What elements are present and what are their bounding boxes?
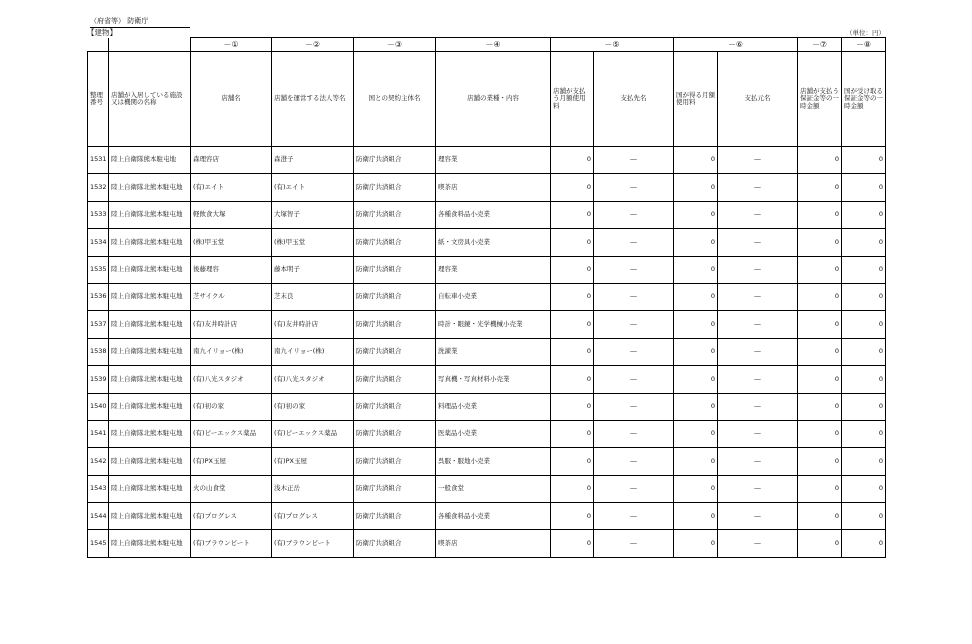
cell-store: 後藤理容	[191, 256, 272, 283]
cell-state-fee: 0	[674, 475, 718, 502]
cell-payer: ―	[718, 229, 798, 256]
header-row	[88, 52, 886, 147]
cell-business: 喫茶店	[436, 530, 551, 557]
store-table	[87, 37, 886, 558]
cell-state-fee: 0	[674, 420, 718, 447]
cell-id: 1542	[88, 448, 109, 475]
cell-business: 一般食堂	[436, 475, 551, 502]
cell-payer: ―	[718, 311, 798, 338]
table-row	[88, 448, 886, 475]
cell-deposit-received: 0	[842, 503, 886, 530]
col-number-6: －⑥	[674, 38, 798, 52]
cell-deposit-received: 0	[842, 393, 886, 420]
cell-store: (有)初の家	[191, 393, 272, 420]
cell-store: (有)八光スタジオ	[191, 366, 272, 393]
cell-deposit-received: 0	[842, 366, 886, 393]
cell-state-fee: 0	[674, 311, 718, 338]
cell-contract: 防衛庁共済組合	[354, 448, 436, 475]
cell-corp: 芝末良	[272, 283, 354, 310]
table-row	[88, 283, 886, 310]
cell-facility: 陸上自衛隊北熊本駐屯地	[109, 530, 191, 557]
cell-facility: 陸上自衛隊北熊本駐屯地	[109, 311, 191, 338]
cell-payee: ―	[594, 311, 674, 338]
cell-contract: 防衛庁共済組合	[354, 420, 436, 447]
cell-business: 理容業	[436, 256, 551, 283]
cell-monthly-fee: 0	[551, 366, 594, 393]
cell-corp: (有)ピーエックス薬品	[272, 420, 354, 447]
cell-store: (有)ピーエックス薬品	[191, 420, 272, 447]
column-number-row	[88, 38, 886, 52]
cell-corp: (有)エイト	[272, 174, 354, 201]
table-row	[88, 201, 886, 228]
cell-business: 喫茶店	[436, 174, 551, 201]
cell-corp: (有)ブラウンビート	[272, 530, 354, 557]
cell-id: 1543	[88, 475, 109, 502]
cell-corp: 森澄子	[272, 147, 354, 174]
cell-state-fee: 0	[674, 201, 718, 228]
cell-payer: ―	[718, 530, 798, 557]
cell-state-fee: 0	[674, 366, 718, 393]
cell-id: 1545	[88, 530, 109, 557]
header-monthly-fee: 店舗が支払う月額使用料	[551, 52, 594, 147]
cell-deposit-received: 0	[842, 420, 886, 447]
cell-business: 時計・眼鏡・光学機械小売業	[436, 311, 551, 338]
cell-deposit-paid: 0	[798, 283, 842, 310]
header-contract: 国との契約主体名	[354, 52, 436, 147]
cell-payee: ―	[594, 229, 674, 256]
cell-payer: ―	[718, 393, 798, 420]
table-row	[88, 503, 886, 530]
header-business: 店舗の業種・内容	[436, 52, 551, 147]
cell-monthly-fee: 0	[551, 256, 594, 283]
cell-monthly-fee: 0	[551, 393, 594, 420]
col-number-2: －②	[272, 38, 354, 52]
cell-store: 軽飲食大塚	[191, 201, 272, 228]
cell-payee: ―	[594, 475, 674, 502]
cell-contract: 防衛庁共済組合	[354, 530, 436, 557]
cell-deposit-paid: 0	[798, 201, 842, 228]
cell-deposit-received: 0	[842, 283, 886, 310]
cell-payee: ―	[594, 393, 674, 420]
cell-facility: 陸上自衛隊北熊本駐屯地	[109, 366, 191, 393]
cell-store: (有)ブラウンビート	[191, 530, 272, 557]
cell-store: (有)プログレス	[191, 503, 272, 530]
cell-facility: 陸上自衛隊北熊本駐屯地	[109, 283, 191, 310]
cell-id: 1534	[88, 229, 109, 256]
cell-facility: 陸上自衛隊北熊本駐屯地	[109, 174, 191, 201]
cell-business: 洗濯業	[436, 338, 551, 365]
cell-id: 1535	[88, 256, 109, 283]
col-number-3: －③	[354, 38, 436, 52]
cell-business: 写真機・写真材料小売業	[436, 366, 551, 393]
cell-deposit-received: 0	[842, 229, 886, 256]
cell-payer: ―	[718, 338, 798, 365]
cell-payee: ―	[594, 283, 674, 310]
table-row	[88, 338, 886, 365]
cell-state-fee: 0	[674, 229, 718, 256]
cell-store: 芝サイクル	[191, 283, 272, 310]
cell-deposit-received: 0	[842, 174, 886, 201]
cell-payer: ―	[718, 420, 798, 447]
cell-state-fee: 0	[674, 503, 718, 530]
unit-label: （単位：円）	[846, 29, 885, 37]
cell-payee: ―	[594, 503, 674, 530]
cell-monthly-fee: 0	[551, 338, 594, 365]
cell-contract: 防衛庁共済組合	[354, 229, 436, 256]
ministry-label: （府省等） 防衛庁	[90, 16, 190, 28]
cell-deposit-paid: 0	[798, 475, 842, 502]
cell-deposit-paid: 0	[798, 229, 842, 256]
cell-contract: 防衛庁共済組合	[354, 338, 436, 365]
cell-payee: ―	[594, 366, 674, 393]
cell-deposit-received: 0	[842, 311, 886, 338]
cell-id: 1533	[88, 201, 109, 228]
blank-cell	[109, 38, 191, 52]
cell-store: 火の山食堂	[191, 475, 272, 502]
cell-id: 1536	[88, 283, 109, 310]
header-payer: 支払元名	[718, 52, 798, 147]
cell-payee: ―	[594, 448, 674, 475]
cell-corp: 大塚智子	[272, 201, 354, 228]
cell-business: 自転車小売業	[436, 283, 551, 310]
cell-id: 1540	[88, 393, 109, 420]
cell-state-fee: 0	[674, 530, 718, 557]
cell-payer: ―	[718, 366, 798, 393]
cell-facility: 陸上自衛隊熊本駐屯地	[109, 147, 191, 174]
cell-business: 料理品小売業	[436, 393, 551, 420]
cell-contract: 防衛庁共済組合	[354, 283, 436, 310]
cell-id: 1532	[88, 174, 109, 201]
cell-business: 医薬品小売業	[436, 420, 551, 447]
cell-corp: (有)プログレス	[272, 503, 354, 530]
cell-state-fee: 0	[674, 393, 718, 420]
cell-business: 各種食料品小売業	[436, 503, 551, 530]
cell-payee: ―	[594, 420, 674, 447]
cell-business: 各種食料品小売業	[436, 201, 551, 228]
cell-payer: ―	[718, 503, 798, 530]
cell-store: (株)甲玉堂	[191, 229, 272, 256]
cell-deposit-paid: 0	[798, 393, 842, 420]
cell-monthly-fee: 0	[551, 311, 594, 338]
cell-id: 1539	[88, 366, 109, 393]
cell-payee: ―	[594, 174, 674, 201]
cell-monthly-fee: 0	[551, 174, 594, 201]
cell-facility: 陸上自衛隊北熊本駐屯地	[109, 503, 191, 530]
table-row	[88, 147, 886, 174]
cell-contract: 防衛庁共済組合	[354, 147, 436, 174]
cell-payee: ―	[594, 256, 674, 283]
cell-payer: ―	[718, 448, 798, 475]
cell-state-fee: 0	[674, 256, 718, 283]
cell-monthly-fee: 0	[551, 147, 594, 174]
cell-payer: ―	[718, 283, 798, 310]
cell-id: 1544	[88, 503, 109, 530]
cell-deposit-received: 0	[842, 475, 886, 502]
cell-deposit-paid: 0	[798, 448, 842, 475]
cell-contract: 防衛庁共済組合	[354, 503, 436, 530]
cell-deposit-paid: 0	[798, 530, 842, 557]
cell-contract: 防衛庁共済組合	[354, 366, 436, 393]
cell-facility: 陸上自衛隊北熊本駐屯地	[109, 448, 191, 475]
cell-payee: ―	[594, 147, 674, 174]
cell-monthly-fee: 0	[551, 448, 594, 475]
table-row	[88, 256, 886, 283]
cell-deposit-received: 0	[842, 530, 886, 557]
header-store: 店舗名	[191, 52, 272, 147]
table-row	[88, 366, 886, 393]
cell-monthly-fee: 0	[551, 420, 594, 447]
cell-business: 理容業	[436, 147, 551, 174]
cell-store: 森理容店	[191, 147, 272, 174]
cell-monthly-fee: 0	[551, 283, 594, 310]
cell-deposit-paid: 0	[798, 503, 842, 530]
header-state-fee: 国が得る月額使用料	[674, 52, 718, 147]
cell-payer: ―	[718, 256, 798, 283]
cell-id: 1531	[88, 147, 109, 174]
cell-facility: 陸上自衛隊北熊本駐屯地	[109, 256, 191, 283]
cell-corp: (株)甲玉堂	[272, 229, 354, 256]
cell-payer: ―	[718, 147, 798, 174]
cell-state-fee: 0	[674, 283, 718, 310]
cell-id: 1538	[88, 338, 109, 365]
header-payee: 支払先名	[594, 52, 674, 147]
cell-store: 南九イリョー(株)	[191, 338, 272, 365]
cell-deposit-paid: 0	[798, 338, 842, 365]
cell-payer: ―	[718, 201, 798, 228]
cell-deposit-received: 0	[842, 147, 886, 174]
cell-facility: 陸上自衛隊北熊本駐屯地	[109, 420, 191, 447]
cell-payer: ―	[718, 475, 798, 502]
header-deposit-paid: 店舗が支払う保証金等の一時金額	[798, 52, 842, 147]
cell-corp: (有)友井時計店	[272, 311, 354, 338]
cell-payer: ―	[718, 174, 798, 201]
col-number-8: －⑧	[842, 38, 886, 52]
cell-deposit-paid: 0	[798, 420, 842, 447]
table-row	[88, 311, 886, 338]
cell-state-fee: 0	[674, 448, 718, 475]
cell-contract: 防衛庁共済組合	[354, 311, 436, 338]
cell-facility: 陸上自衛隊北熊本駐屯地	[109, 338, 191, 365]
cell-business: 紙・文房具小売業	[436, 229, 551, 256]
cell-facility: 陸上自衛隊北熊本駐屯地	[109, 393, 191, 420]
table-body	[88, 147, 886, 558]
cell-corp: 浅木正岳	[272, 475, 354, 502]
table-row	[88, 475, 886, 502]
cell-monthly-fee: 0	[551, 503, 594, 530]
cell-id: 1537	[88, 311, 109, 338]
cell-facility: 陸上自衛隊北熊本駐屯地	[109, 475, 191, 502]
cell-monthly-fee: 0	[551, 530, 594, 557]
category-label: 【建物】	[87, 28, 117, 37]
cell-corp: (有)PX玉屋	[272, 448, 354, 475]
cell-deposit-paid: 0	[798, 147, 842, 174]
cell-contract: 防衛庁共済組合	[354, 174, 436, 201]
header-id: 整理番号	[88, 52, 109, 147]
cell-corp: 藤本明子	[272, 256, 354, 283]
cell-deposit-received: 0	[842, 338, 886, 365]
cell-facility: 陸上自衛隊北熊本駐屯地	[109, 229, 191, 256]
cell-deposit-received: 0	[842, 448, 886, 475]
cell-deposit-paid: 0	[798, 256, 842, 283]
header-deposit-received: 国が受け取る保証金等の一時金額	[842, 52, 886, 147]
header-facility: 店舗が入居している施設又は機関の名称	[109, 52, 191, 147]
cell-business: 呉服・服地小売業	[436, 448, 551, 475]
col-number-7: －⑦	[798, 38, 842, 52]
cell-contract: 防衛庁共済組合	[354, 201, 436, 228]
cell-state-fee: 0	[674, 147, 718, 174]
blank-cell	[88, 38, 109, 52]
cell-store: (有)PX玉屋	[191, 448, 272, 475]
cell-store: (有)友井時計店	[191, 311, 272, 338]
cell-monthly-fee: 0	[551, 229, 594, 256]
cell-contract: 防衛庁共済組合	[354, 475, 436, 502]
cell-state-fee: 0	[674, 338, 718, 365]
cell-deposit-received: 0	[842, 201, 886, 228]
cell-corp: (有)初の家	[272, 393, 354, 420]
cell-store: (有)エイト	[191, 174, 272, 201]
header-corp: 店舗を運営する法人等名	[272, 52, 354, 147]
col-number-1: －①	[191, 38, 272, 52]
cell-facility: 陸上自衛隊北熊本駐屯地	[109, 201, 191, 228]
cell-state-fee: 0	[674, 174, 718, 201]
cell-deposit-received: 0	[842, 256, 886, 283]
cell-monthly-fee: 0	[551, 475, 594, 502]
cell-payee: ―	[594, 201, 674, 228]
cell-corp: (有)八光スタジオ	[272, 366, 354, 393]
cell-monthly-fee: 0	[551, 201, 594, 228]
table-row	[88, 420, 886, 447]
cell-corp: 南九イリョー(株)	[272, 338, 354, 365]
table-row	[88, 393, 886, 420]
col-number-5: －⑤	[551, 38, 674, 52]
table-row	[88, 229, 886, 256]
table-row	[88, 174, 886, 201]
cell-payee: ―	[594, 530, 674, 557]
cell-contract: 防衛庁共済組合	[354, 256, 436, 283]
col-number-4: －④	[436, 38, 551, 52]
table-row	[88, 530, 886, 557]
cell-payee: ―	[594, 338, 674, 365]
cell-id: 1541	[88, 420, 109, 447]
cell-contract: 防衛庁共済組合	[354, 393, 436, 420]
cell-deposit-paid: 0	[798, 174, 842, 201]
cell-deposit-paid: 0	[798, 366, 842, 393]
cell-deposit-paid: 0	[798, 311, 842, 338]
